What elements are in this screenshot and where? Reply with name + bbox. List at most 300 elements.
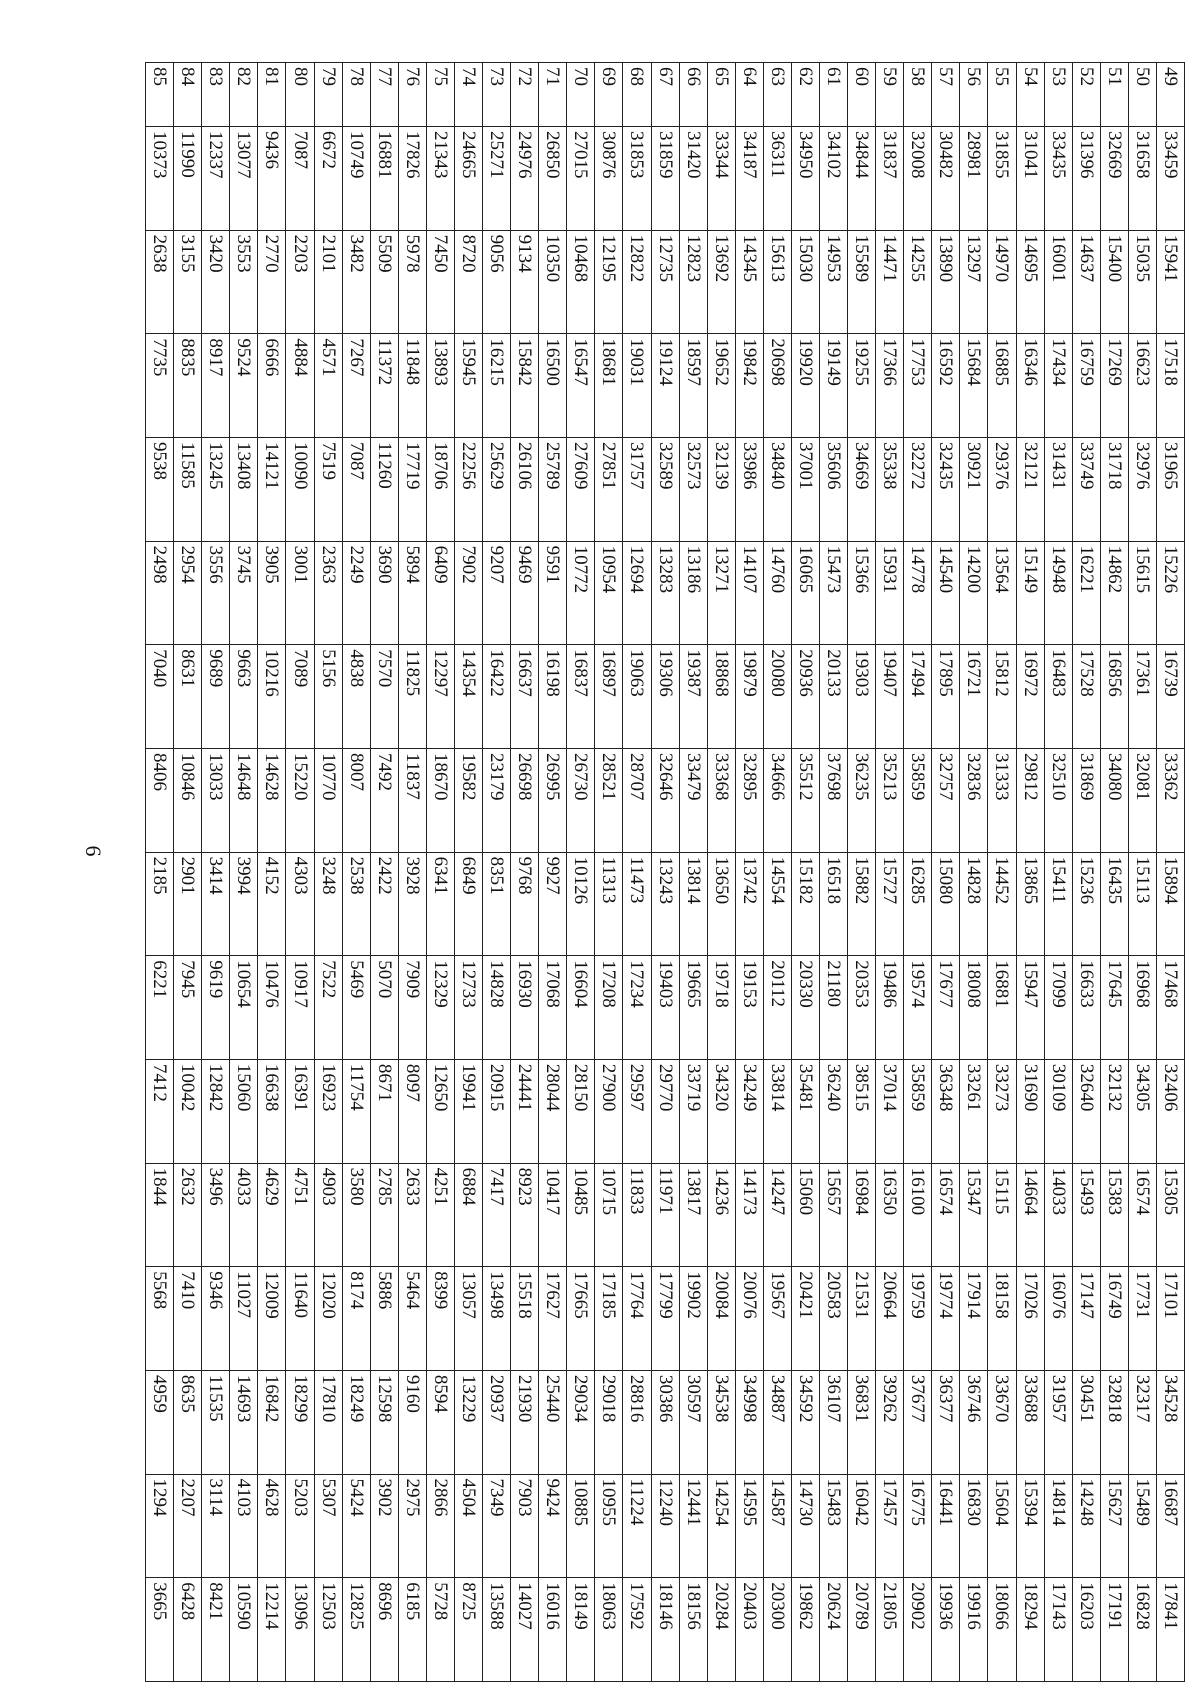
table-cell: 25440: [539, 1370, 567, 1474]
table-cell: 12441: [679, 1474, 707, 1578]
table-cell: 34305: [1128, 1059, 1156, 1163]
table-cell: 2633: [398, 1163, 426, 1267]
table-cell: 16881: [988, 956, 1016, 1060]
table-cell: 17764: [623, 1267, 651, 1371]
table-cell: 2770: [258, 230, 286, 334]
table-cell: 9619: [202, 956, 230, 1060]
table-cell: 14452: [988, 852, 1016, 956]
table-cell: 32757: [932, 748, 960, 852]
table-cell: 16633: [1072, 956, 1100, 1060]
table-cell: 4303: [286, 852, 314, 956]
table-cell: 8917: [202, 334, 230, 438]
table-cell: 20076: [735, 1267, 763, 1371]
table-cell: 8097: [398, 1059, 426, 1163]
table-cell: 18149: [567, 1578, 595, 1682]
table-cell: 16547: [567, 334, 595, 438]
table-cell: 19574: [904, 956, 932, 1060]
table-cell: 13817: [679, 1163, 707, 1267]
table-cell: 17468: [1156, 956, 1184, 1060]
table-cell: 17191: [1100, 1578, 1128, 1682]
row-number-cell: 80: [286, 63, 314, 127]
table-cell: 7945: [174, 956, 202, 1060]
table-cell: 14695: [1016, 230, 1044, 334]
table-cell: 10373: [146, 127, 174, 231]
table-cell: 12694: [623, 541, 651, 645]
table-cell: 15473: [819, 541, 847, 645]
table-cell: 9538: [146, 437, 174, 541]
table-cell: 9134: [511, 230, 539, 334]
table-cell: 4628: [258, 1474, 286, 1578]
table-cell: 18008: [960, 956, 988, 1060]
table-cell: 3155: [174, 230, 202, 334]
table-cell: 15030: [791, 230, 819, 334]
table-cell: 16346: [1016, 334, 1044, 438]
table-cell: 16042: [848, 1474, 876, 1578]
table-cell: 15489: [1128, 1474, 1156, 1578]
table-row: [483, 63, 511, 1682]
table-cell: 4103: [230, 1474, 258, 1578]
table-cell: 15060: [230, 1059, 258, 1163]
row-number-cell: 68: [623, 63, 651, 127]
table-cell: 10126: [567, 852, 595, 956]
table-cell: 18597: [679, 334, 707, 438]
table-cell: 10885: [567, 1474, 595, 1578]
table-cell: 7087: [286, 127, 314, 231]
table-cell: 32510: [1044, 748, 1072, 852]
table-cell: 15941: [1156, 230, 1184, 334]
table-cell: 25271: [483, 127, 511, 231]
table-cell: 25789: [539, 437, 567, 541]
table-cell: 6849: [454, 852, 482, 956]
table-cell: 32589: [651, 437, 679, 541]
table-row: [174, 63, 202, 1682]
table-cell: 16604: [567, 956, 595, 1060]
table-cell: 3114: [202, 1474, 230, 1578]
table-cell: 15383: [1100, 1163, 1128, 1267]
table-cell: 16500: [539, 334, 567, 438]
table-cell: 14814: [1044, 1474, 1072, 1578]
table-cell: 15627: [1100, 1474, 1128, 1578]
table-cell: 29597: [623, 1059, 651, 1163]
table-cell: 6185: [398, 1578, 426, 1682]
table-cell: 4903: [314, 1163, 342, 1267]
table-cell: 32081: [1128, 748, 1156, 852]
table-cell: 17434: [1044, 334, 1072, 438]
table-cell: 6341: [426, 852, 454, 956]
table-cell: 6409: [426, 541, 454, 645]
table-row: [342, 63, 370, 1682]
table-cell: 32406: [1156, 1059, 1184, 1163]
table-cell: 4571: [314, 334, 342, 438]
table-cell: 32836: [960, 748, 988, 852]
table-cell: 15035: [1128, 230, 1156, 334]
table-cell: 33368: [707, 748, 735, 852]
table-row: [707, 63, 735, 1682]
table-cell: 19718: [707, 956, 735, 1060]
table-cell: 7570: [370, 645, 398, 749]
table-cell: 10485: [567, 1163, 595, 1267]
table-cell: 5894: [398, 541, 426, 645]
table-cell: 6221: [146, 956, 174, 1060]
row-number-cell: 76: [398, 63, 426, 127]
table-cell: 13498: [483, 1267, 511, 1371]
table-cell: 33688: [1016, 1370, 1044, 1474]
table-cell: 5469: [342, 956, 370, 1060]
table-cell: 4884: [286, 334, 314, 438]
table-cell: 14247: [763, 1163, 791, 1267]
table-cell: 11372: [370, 334, 398, 438]
table-cell: 12825: [342, 1578, 370, 1682]
table-cell: 16897: [595, 645, 623, 749]
table-cell: 17677: [932, 956, 960, 1060]
table-cell: 29376: [988, 437, 1016, 541]
table-cell: 13865: [1016, 852, 1044, 956]
table-cell: 14648: [230, 748, 258, 852]
page-number: 6: [81, 845, 106, 857]
table-cell: 14637: [1072, 230, 1100, 334]
table-cell: 10954: [595, 541, 623, 645]
table-cell: 26850: [539, 127, 567, 231]
table-cell: 12823: [679, 230, 707, 334]
table-cell: 18146: [651, 1578, 679, 1682]
table-cell: 2901: [174, 852, 202, 956]
table-cell: 24665: [454, 127, 482, 231]
table-cell: 20915: [483, 1059, 511, 1163]
table-cell: 33459: [1156, 127, 1184, 231]
table-cell: 33435: [1044, 127, 1072, 231]
table-cell: 19031: [623, 334, 651, 438]
table-cell: 16885: [988, 334, 1016, 438]
table-cell: 15947: [1016, 956, 1044, 1060]
table-cell: 5203: [286, 1474, 314, 1578]
table-cell: 10468: [567, 230, 595, 334]
table-cell: 17731: [1128, 1267, 1156, 1371]
table-cell: 13893: [426, 334, 454, 438]
table-cell: 17799: [651, 1267, 679, 1371]
table-cell: 25629: [483, 437, 511, 541]
table-cell: 15589: [848, 230, 876, 334]
table-cell: 31396: [1072, 127, 1100, 231]
table-cell: 16016: [539, 1578, 567, 1682]
table-cell: 7267: [342, 334, 370, 438]
table-cell: 31859: [651, 127, 679, 231]
table-cell: 16837: [567, 645, 595, 749]
table-cell: 14254: [707, 1474, 735, 1578]
row-number-cell: 59: [876, 63, 904, 127]
table-cell: 10216: [258, 645, 286, 749]
row-number-cell: 49: [1156, 63, 1184, 127]
table-cell: 17719: [398, 437, 426, 541]
table-cell: 16830: [960, 1474, 988, 1578]
table-cell: 7089: [286, 645, 314, 749]
table-row: [314, 63, 342, 1682]
table-cell: 29770: [651, 1059, 679, 1163]
table-cell: 17185: [595, 1267, 623, 1371]
table-cell: 19941: [454, 1059, 482, 1163]
table-cell: 30597: [679, 1370, 707, 1474]
table-cell: 34887: [763, 1370, 791, 1474]
table-cell: 14628: [258, 748, 286, 852]
table-cell: 20936: [791, 645, 819, 749]
table-cell: 14778: [904, 541, 932, 645]
table-cell: 17361: [1128, 645, 1156, 749]
row-number-cell: 61: [819, 63, 847, 127]
table-cell: 2538: [342, 852, 370, 956]
table-cell: 7417: [483, 1163, 511, 1267]
table-cell: 13057: [454, 1267, 482, 1371]
table-cell: 19255: [848, 334, 876, 438]
table-cell: 4152: [258, 852, 286, 956]
table-cell: 10654: [230, 956, 258, 1060]
table-cell: 19407: [876, 645, 904, 749]
table-row: [202, 63, 230, 1682]
table-cell: 36348: [932, 1059, 960, 1163]
table-cell: 18294: [1016, 1578, 1044, 1682]
table-cell: 26995: [539, 748, 567, 852]
row-number-cell: 70: [567, 63, 595, 127]
table-row: [988, 63, 1016, 1682]
table-cell: 27015: [567, 127, 595, 231]
table-cell: 17665: [567, 1267, 595, 1371]
table-cell: 21930: [511, 1370, 539, 1474]
table-cell: 15080: [932, 852, 960, 956]
table-cell: 11971: [651, 1163, 679, 1267]
table-cell: 8007: [342, 748, 370, 852]
table-cell: 35481: [791, 1059, 819, 1163]
table-cell: 16638: [258, 1059, 286, 1163]
table-cell: 15684: [960, 334, 988, 438]
table-cell: 2422: [370, 852, 398, 956]
row-number-cell: 77: [370, 63, 398, 127]
table-cell: 15366: [848, 541, 876, 645]
row-number-cell: 67: [651, 63, 679, 127]
table-cell: 6666: [258, 334, 286, 438]
table-cell: 32435: [932, 437, 960, 541]
table-cell: 15483: [819, 1474, 847, 1578]
table-cell: 7522: [314, 956, 342, 1060]
table-cell: 12735: [651, 230, 679, 334]
table-cell: 16391: [286, 1059, 314, 1163]
table-cell: 16881: [370, 127, 398, 231]
table-cell: 9927: [539, 852, 567, 956]
table-cell: 3928: [398, 852, 426, 956]
table-cell: 32646: [651, 748, 679, 852]
table-row: [230, 63, 258, 1682]
table-cell: 29018: [595, 1370, 623, 1474]
table-cell: 17147: [1072, 1267, 1100, 1371]
table-cell: 19774: [932, 1267, 960, 1371]
table-cell: 38515: [848, 1059, 876, 1163]
table-cell: 12195: [595, 230, 623, 334]
table-cell: 3994: [230, 852, 258, 956]
row-number-cell: 60: [848, 63, 876, 127]
table-cell: 19582: [454, 748, 482, 852]
table-cell: 16215: [483, 334, 511, 438]
table-cell: 8421: [202, 1578, 230, 1682]
table-cell: 12214: [258, 1578, 286, 1682]
table-cell: 16518: [819, 852, 847, 956]
table-row: [258, 63, 286, 1682]
table-cell: 32132: [1100, 1059, 1128, 1163]
table-cell: 34592: [791, 1370, 819, 1474]
table-cell: 31041: [1016, 127, 1044, 231]
table-row: [539, 63, 567, 1682]
table-row: [1044, 63, 1072, 1682]
table-cell: 16221: [1072, 541, 1100, 645]
table-cell: 11754: [342, 1059, 370, 1163]
table-cell: 20330: [791, 956, 819, 1060]
table-cell: 11313: [595, 852, 623, 956]
row-number-cell: 55: [988, 63, 1016, 127]
table-cell: 26106: [511, 437, 539, 541]
table-cell: 36240: [819, 1059, 847, 1163]
table-cell: 16623: [1128, 334, 1156, 438]
table-cell: 16285: [904, 852, 932, 956]
table-cell: 14107: [735, 541, 763, 645]
table-cell: 32008: [904, 127, 932, 231]
table-cell: 10846: [174, 748, 202, 852]
table-cell: 7519: [314, 437, 342, 541]
table-cell: 7040: [146, 645, 174, 749]
table-cell: 8671: [370, 1059, 398, 1163]
table-cell: 19916: [960, 1578, 988, 1682]
table-cell: 31757: [623, 437, 651, 541]
table-cell: 18156: [679, 1578, 707, 1682]
table-cell: 8725: [454, 1578, 482, 1682]
row-number-cell: 79: [314, 63, 342, 127]
table-cell: 19486: [876, 956, 904, 1060]
table-cell: 3496: [202, 1163, 230, 1267]
table-cell: 17026: [1016, 1267, 1044, 1371]
table-cell: 9436: [258, 127, 286, 231]
table-cell: 20583: [819, 1267, 847, 1371]
row-number-cell: 54: [1016, 63, 1044, 127]
table-cell: 17518: [1156, 334, 1184, 438]
table-row: [904, 63, 932, 1682]
table-cell: 17099: [1044, 956, 1072, 1060]
table-cell: 10715: [595, 1163, 623, 1267]
table-row: [1016, 63, 1044, 1682]
table-cell: 15615: [1128, 541, 1156, 645]
table-cell: 17895: [932, 645, 960, 749]
table-cell: 32573: [679, 437, 707, 541]
table-cell: 5464: [398, 1267, 426, 1371]
table-cell: 14828: [960, 852, 988, 956]
table-cell: 12009: [258, 1267, 286, 1371]
table-cell: 33749: [1072, 437, 1100, 541]
table-cell: 7087: [342, 437, 370, 541]
table-cell: 2249: [342, 541, 370, 645]
table-cell: 18063: [595, 1578, 623, 1682]
table-cell: 34950: [791, 127, 819, 231]
table-cell: 6672: [314, 127, 342, 231]
table-cell: 13297: [960, 230, 988, 334]
table-cell: 2866: [426, 1474, 454, 1578]
table-cell: 32317: [1128, 1370, 1156, 1474]
table-cell: 2101: [314, 230, 342, 334]
table-cell: 17645: [1100, 956, 1128, 1060]
table-cell: 3001: [286, 541, 314, 645]
table-cell: 34538: [707, 1370, 735, 1474]
table-cell: 30451: [1072, 1370, 1100, 1474]
table-row: [454, 63, 482, 1682]
table-cell: 14236: [707, 1163, 735, 1267]
table-cell: 14121: [258, 437, 286, 541]
table-cell: 14173: [735, 1163, 763, 1267]
table-cell: 9160: [398, 1370, 426, 1474]
table-cell: 31690: [1016, 1059, 1044, 1163]
table-cell: 3420: [202, 230, 230, 334]
table-cell: 27900: [595, 1059, 623, 1163]
table-cell: 31855: [988, 127, 1016, 231]
table-cell: 35859: [904, 1059, 932, 1163]
table-cell: 17914: [960, 1267, 988, 1371]
table-cell: 20698: [763, 334, 791, 438]
table-cell: 16076: [1044, 1267, 1072, 1371]
table-cell: 16972: [1016, 645, 1044, 749]
table-row: [791, 63, 819, 1682]
row-number-cell: 78: [342, 63, 370, 127]
table-cell: 12822: [623, 230, 651, 334]
table-cell: 2632: [174, 1163, 202, 1267]
table-cell: 17143: [1044, 1578, 1072, 1682]
table-cell: 14200: [960, 541, 988, 645]
table-cell: 20300: [763, 1578, 791, 1682]
table-cell: 17826: [398, 127, 426, 231]
table-cell: 11585: [174, 437, 202, 541]
table-cell: 20902: [904, 1578, 932, 1682]
table-cell: 2954: [174, 541, 202, 645]
table-cell: 17366: [876, 334, 904, 438]
table-cell: 31718: [1100, 437, 1128, 541]
table-cell: 19665: [679, 956, 707, 1060]
table-cell: 16721: [960, 645, 988, 749]
table-row: [595, 63, 623, 1682]
table-cell: 20084: [707, 1267, 735, 1371]
table-row: [1128, 63, 1156, 1682]
table-cell: 12020: [314, 1267, 342, 1371]
table-cell: 36746: [960, 1370, 988, 1474]
table-cell: 17208: [595, 956, 623, 1060]
table-cell: 31333: [988, 748, 1016, 852]
table-cell: 17627: [539, 1267, 567, 1371]
table-cell: 13692: [707, 230, 735, 334]
row-number-cell: 72: [511, 63, 539, 127]
table-cell: 8835: [174, 334, 202, 438]
table-cell: 12240: [651, 1474, 679, 1578]
table-cell: 16435: [1100, 852, 1128, 956]
table-cell: 8594: [426, 1370, 454, 1474]
table-cell: 34249: [735, 1059, 763, 1163]
table-cell: 13814: [679, 852, 707, 956]
table-cell: 13408: [230, 437, 258, 541]
table-cell: 11833: [623, 1163, 651, 1267]
table-cell: 15149: [1016, 541, 1044, 645]
table-cell: 15305: [1156, 1163, 1184, 1267]
table-cell: 29812: [1016, 748, 1044, 852]
table-cell: 18158: [988, 1267, 1016, 1371]
table-cell: 9768: [511, 852, 539, 956]
table-cell: 7909: [398, 956, 426, 1060]
table-cell: 14354: [454, 645, 482, 749]
table-cell: 32669: [1100, 127, 1128, 231]
table-cell: 9424: [539, 1474, 567, 1578]
table-cell: 9056: [483, 230, 511, 334]
table-cell: 17528: [1072, 645, 1100, 749]
table-cell: 34669: [848, 437, 876, 541]
table-cell: 6428: [174, 1578, 202, 1682]
table-cell: 16100: [904, 1163, 932, 1267]
